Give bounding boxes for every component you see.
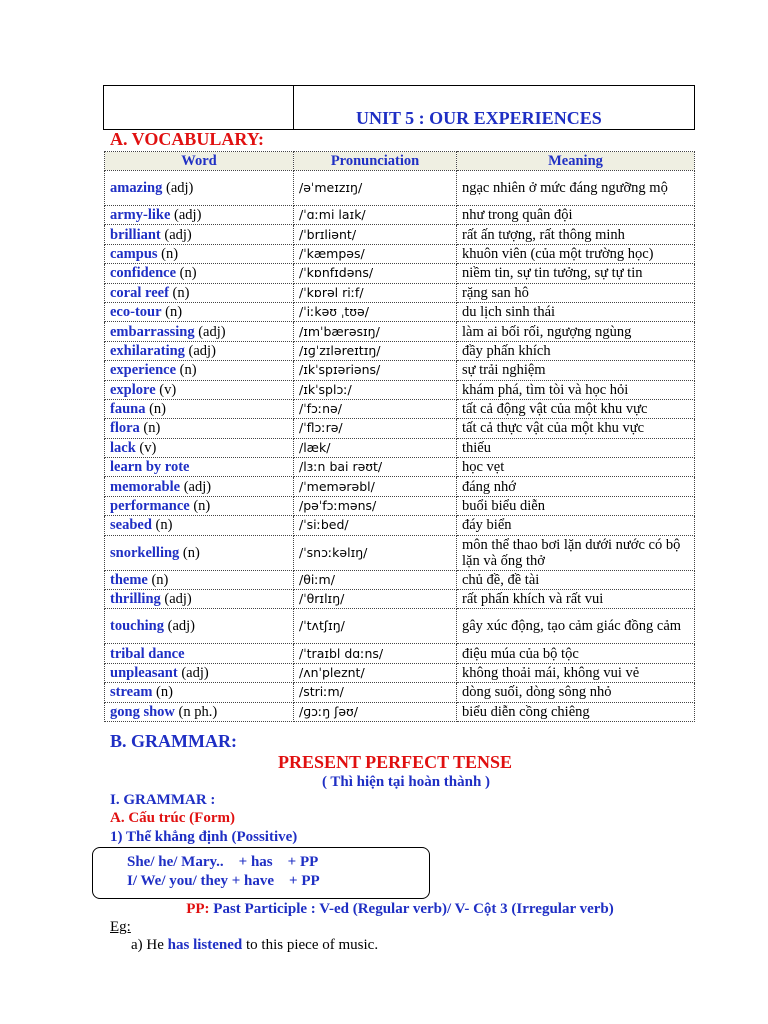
table-row (105, 702, 695, 721)
table-row (105, 225, 695, 244)
part-of-speech: (adj) (198, 323, 226, 340)
meaning-cell: rặng san hô (457, 283, 695, 302)
pronunciation-cell: /ˈsiːbed/ (294, 516, 457, 535)
meaning-cell: làm ai bối rối, ngượng ngùng (457, 322, 695, 341)
pronunciation-cell: /ˈɑːmi laɪk/ (294, 206, 457, 225)
meaning-cell: chủ đề, đề tài (457, 570, 695, 589)
word-cell (105, 380, 294, 399)
word-cell (105, 496, 294, 515)
vocab-word: tribal dance (110, 645, 185, 662)
pronunciation-cell: /ɪkˈspɪəriəns/ (294, 361, 457, 380)
vocab-word: army-like (110, 207, 171, 224)
pronunciation-cell: /əˈmeɪzɪŋ/ (294, 171, 457, 206)
vocab-word: amazing (110, 180, 163, 196)
vocab-word: eco-tour (110, 304, 162, 321)
table-row (105, 322, 695, 341)
table-row (105, 380, 695, 399)
pp-label: PP: (186, 901, 210, 917)
vocab-word: touching (110, 618, 164, 635)
meaning-cell: gây xúc động, tạo cảm giác đồng cảm (457, 609, 695, 644)
vocab-word: seabed (110, 517, 152, 534)
meaning-cell: điệu múa của bộ tộc (457, 644, 695, 663)
part-of-speech: (n) (161, 245, 179, 262)
vocabulary-body (105, 171, 695, 722)
column-header-pronunciation: Pronunciation (294, 152, 457, 171)
pronunciation-cell: /ɪmˈbærəsɪŋ/ (294, 322, 457, 341)
table-row (105, 171, 695, 206)
part-of-speech: (adj) (164, 226, 192, 243)
word-cell (105, 341, 294, 360)
vocab-word: theme (110, 571, 148, 588)
pronunciation-cell: /ˈθrɪlɪŋ/ (294, 590, 457, 609)
table-row (105, 341, 695, 360)
example-highlight: has listened (167, 937, 243, 953)
table-row (105, 283, 695, 302)
pronunciation-cell: /læk/ (294, 438, 457, 457)
word-cell (105, 663, 294, 682)
part-of-speech: (n) (155, 517, 173, 534)
meaning-cell: dòng suối, dòng sông nhỏ (457, 683, 695, 702)
vocab-word: confidence (110, 265, 177, 282)
part-of-speech: (n ph.) (178, 703, 218, 720)
part-of-speech: (n) (149, 401, 167, 418)
column-header-meaning: Meaning (457, 152, 695, 171)
word-cell (105, 264, 294, 283)
part-of-speech: (adj) (183, 478, 212, 495)
word-cell (105, 644, 294, 663)
grammar-section-label: I. GRAMMAR : (110, 792, 216, 808)
table-row (105, 516, 695, 535)
grammar-heading: B. GRAMMAR: (110, 731, 237, 751)
meaning-cell: buổi biểu diễn (457, 496, 695, 515)
vocab-word: thrilling (110, 591, 161, 608)
vocab-word: lack (110, 439, 136, 456)
table-row (105, 244, 695, 263)
word-cell (105, 361, 294, 380)
vocab-word: coral reef (110, 284, 169, 301)
vocab-word: snorkelling (110, 544, 180, 561)
pronunciation-cell: /θiːm/ (294, 570, 457, 589)
meaning-cell: ngạc nhiên ở mức đáng ngưỡng mộ (457, 171, 695, 206)
word-cell (105, 477, 294, 496)
part-of-speech: (adj) (174, 207, 202, 224)
meaning-cell: thiếu (457, 438, 695, 457)
vocab-word: exhilarating (110, 342, 185, 359)
vocabulary-table (104, 151, 695, 722)
pronunciation-cell: /ˈkɒrəl riːf/ (294, 283, 457, 302)
table-row (105, 609, 695, 644)
word-cell (105, 225, 294, 244)
meaning-cell: khuôn viên (của một trường học) (457, 244, 695, 263)
table-row (105, 570, 695, 589)
vocab-word: fauna (110, 401, 146, 418)
pronunciation-cell: /ˈkæmpəs/ (294, 244, 457, 263)
pronunciation-cell: /lɜːn bai rəʊt/ (294, 458, 457, 477)
part-of-speech: (n) (156, 684, 173, 701)
table-row (105, 206, 695, 225)
word-cell (105, 283, 294, 302)
form-label: A. Cấu trúc (Form) (110, 810, 235, 826)
part-of-speech: (n) (193, 498, 211, 515)
pronunciation-cell: /ʌnˈpleznt/ (294, 663, 457, 682)
word-cell (105, 244, 294, 263)
meaning-cell: môn thể thao bơi lặn dưới nước có bộ lặn và ống thở (457, 535, 695, 570)
word-cell (105, 458, 294, 477)
example-prefix: a) He (131, 937, 168, 953)
part-of-speech: (adj) (181, 665, 209, 681)
pronunciation-cell: /ˈfɔːnə/ (294, 399, 457, 418)
meaning-cell: đáng nhớ (457, 477, 695, 496)
table-row (105, 535, 695, 570)
meaning-cell: không thoải mái, không vui vẻ (457, 663, 695, 682)
pp-text: Past Participle : V-ed (Regular verb)/ V- Cột 3 (Irregular verb) (209, 901, 614, 917)
table-row (105, 663, 695, 682)
word-cell (105, 171, 294, 206)
pronunciation-cell: /ˈtʌtʃɪŋ/ (294, 609, 457, 644)
vocab-word: unpleasant (110, 665, 178, 681)
word-cell (105, 702, 294, 721)
table-row (105, 399, 695, 418)
part-of-speech: (n) (172, 284, 190, 301)
table-row (105, 590, 695, 609)
unit-header-box (103, 85, 695, 130)
word-cell (105, 516, 294, 535)
vocabulary-heading: A. VOCABULARY: (110, 129, 265, 149)
word-cell (105, 206, 294, 225)
pronunciation-cell: /ɪkˈsplɔː/ (294, 380, 457, 399)
formula-box (92, 847, 430, 899)
column-header-word: Word (105, 152, 294, 171)
table-row (105, 477, 695, 496)
vocab-word: brilliant (110, 226, 161, 243)
table-row (105, 438, 695, 457)
table-row (105, 496, 695, 515)
meaning-cell: du lịch sinh thái (457, 302, 695, 321)
part-of-speech: (adj) (188, 342, 216, 359)
table-row (105, 361, 695, 380)
part-of-speech: (adj) (167, 618, 195, 635)
word-cell (105, 419, 294, 438)
part-of-speech: (adj) (164, 591, 192, 608)
part-of-speech: (n) (165, 304, 183, 321)
example-label: Eg: (110, 919, 131, 935)
part-of-speech: (n) (143, 420, 161, 437)
vocab-word: gong show (110, 703, 175, 720)
vocab-word: memorable (110, 478, 181, 495)
vocab-word: performance (110, 498, 190, 515)
meaning-cell: rất ấn tượng, rất thông minh (457, 225, 695, 244)
word-cell (105, 302, 294, 321)
meaning-cell: khám phá, tìm tòi và học hỏi (457, 380, 695, 399)
meaning-cell: biểu diễn cồng chiêng (457, 702, 695, 721)
word-cell (105, 438, 294, 457)
pronunciation-cell: /ˈsnɔːkəlɪŋ/ (294, 535, 457, 570)
vocab-word: embarrassing (110, 323, 195, 340)
vocab-word: stream (110, 684, 153, 701)
meaning-cell: như trong quân đội (457, 206, 695, 225)
vocab-word: experience (110, 362, 177, 379)
part-of-speech: (n) (179, 362, 197, 379)
table-row (105, 644, 695, 663)
vocab-word: explore (110, 381, 156, 398)
word-cell (105, 535, 294, 570)
table-row (105, 264, 695, 283)
example-suffix: to this piece of music. (242, 937, 379, 953)
formula-line-have: I/ We/ you/ they + have + PP (127, 873, 320, 889)
positive-label: 1) Thể khẳng định (Possitive) (110, 829, 298, 845)
pronunciation-cell: /ɡɔːŋ ʃəʊ/ (294, 702, 457, 721)
pronunciation-cell: /ˈiːkəʊ ˌtʊə/ (294, 302, 457, 321)
vocabulary-header-row (105, 152, 695, 171)
word-cell (105, 399, 294, 418)
word-cell (105, 609, 294, 644)
pronunciation-cell: /ˈflɔːrə/ (294, 419, 457, 438)
past-participle-note (0, 901, 768, 918)
meaning-cell: tất cả thực vật của một khu vực (457, 419, 695, 438)
part-of-speech: (v) (159, 381, 177, 398)
example-sentence (131, 937, 378, 954)
pronunciation-cell: /ˈkɒnfɪdəns/ (294, 264, 457, 283)
vocab-word: learn by rote (110, 459, 190, 476)
word-cell (105, 570, 294, 589)
meaning-cell: rất phấn khích và rất vui (457, 590, 695, 609)
meaning-cell: đầy phấn khích (457, 341, 695, 360)
grammar-title: PRESENT PERFECT TENSE (277, 752, 513, 772)
part-of-speech: (n) (182, 544, 200, 561)
pronunciation-cell: /pəˈfɔːməns/ (294, 496, 457, 515)
part-of-speech: (n) (151, 571, 169, 588)
word-cell (105, 590, 294, 609)
meaning-cell: tất cả động vật của một khu vực (457, 399, 695, 418)
formula-line-has: She/ he/ Mary.. + has + PP (127, 854, 319, 870)
header-right-cell (294, 86, 694, 129)
part-of-speech: (adj) (165, 180, 194, 196)
meaning-cell: đáy biển (457, 516, 695, 535)
table-row (105, 302, 695, 321)
meaning-cell: niềm tin, sự tin tưởng, sự tự tin (457, 264, 695, 283)
table-row (105, 419, 695, 438)
part-of-speech: (v) (139, 439, 157, 456)
meaning-cell: sự trải nghiệm (457, 361, 695, 380)
unit-title: UNIT 5 : OUR EXPERIENCES (356, 108, 602, 128)
word-cell (105, 322, 294, 341)
vocab-word: flora (110, 420, 140, 437)
pronunciation-cell: /ˈtraɪbl dɑːns/ (294, 644, 457, 663)
pronunciation-cell: /striːm/ (294, 683, 457, 702)
word-cell (105, 683, 294, 702)
vocab-word: campus (110, 245, 158, 262)
pronunciation-cell: /ˈbrɪliənt/ (294, 225, 457, 244)
header-left-cell (104, 86, 294, 129)
meaning-cell: học vẹt (457, 458, 695, 477)
part-of-speech: (n) (179, 265, 197, 282)
pronunciation-cell: /ɪɡˈzɪləreɪtɪŋ/ (294, 341, 457, 360)
table-row (105, 683, 695, 702)
grammar-subtitle: ( Thì hiện tại hoàn thành ) (321, 774, 491, 790)
table-row (105, 458, 695, 477)
pronunciation-cell: /ˈmemərəbl/ (294, 477, 457, 496)
